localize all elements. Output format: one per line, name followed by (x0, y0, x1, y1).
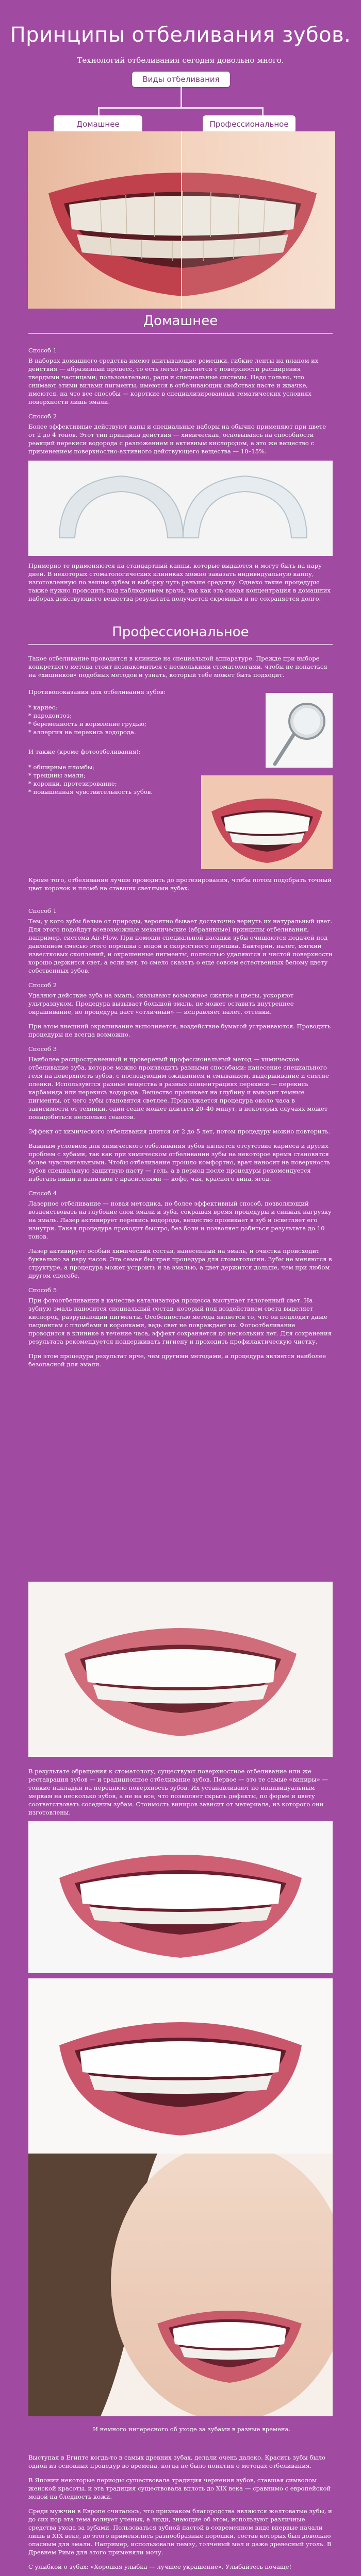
smile-photo-2 (201, 775, 333, 869)
connector-vertical (180, 87, 182, 108)
pro-method2-text: Удаляют действие зуба на эмаль, оказывают возможное сжатие и цветы, ускоряют ультразвуком. Процедура вызывает большой эмаль, не может оставить внутреннее окрашивание, но процедура даст «отличный» — исправляет налет, оттенки. (28, 992, 294, 1015)
pro-divider (28, 644, 333, 645)
history-p4: С улыбкой о зубах: «Хорошая улыбка — лучшее украшение». Улыбайтесь почаще! (28, 2563, 292, 2570)
home-method2-text: Более эффективные действуют капы и специальные наборы на обычно применяют при цвете от 2 до 4 тонов. Этот тип принципа действия — химическая, основываясь на способности реакций перекиси водорода с разложением и активным кислородом, а это же вещество с применением поверхностно-активного действующего вещества — 10–15%. (28, 423, 326, 455)
home-method3-text: Примерно те применяются на стандартный каппы, которые выдаются и могут быть на пару дней. В некоторых стоматологических клиниках можно заказать индивидуальную каппу, изготовленную по вашим зубам и выборку чуть раньше средству. Однако такие процедуры также нужно проводить под наблюдением врача, так как эта самая концентрация в домашних наборах действующего вещества результата получается скромным и не сохраняется долго. (28, 562, 331, 602)
limits-list (28, 763, 199, 796)
contra-head: Противопоказания для отбеливания зубов: (28, 688, 166, 696)
home-divider (28, 333, 333, 334)
home-text-block-2 (28, 562, 333, 609)
girl-smile-photo (28, 2154, 333, 2416)
pro-method5-text: При фотоотбеливании в качестве катализатора процесса выступает галогенный свет. На зубную эмаль наносится специальный состав, который под воздействием света выделяет кислород, разрушающий пигменты. Особенностью метода является то, что он подходит даже пациентам с пломбами и коронками, ведь свет не повреждает их. Фотоотбеливание проводится в клинике в течение часа, эффект сохраняется до нескольких лет. Для сохранения результата рекомендуется поддерживать гигиену и проходить профилактическую чистку. (28, 1297, 332, 1345)
pro-method3-text-3: Важным условием для химического отбеливания зубов является отсутствие кариеса и других проблем с зубами, так как при химическом отбеливании зубы на некоторое время становятся более чувствительными. Чтобы отбеливание прошло комфортно, врач наносит на поверхность зубов специальную защитную пасту — гель, а в период после процедуры рекомендуется избегать пищи и напитков с красителями — кофе, чая, красного вина, ягод. (28, 1142, 331, 1182)
history-p2: В Японии некоторые периоды существовала традиция чернения зубов, ставшая символом женской красоты, и эта традиция существовала вплоть до XIX века — сравнимо с европейской модой на бледность кожи. (28, 2477, 331, 2500)
pro-method5-head: Способ 5 (28, 1286, 57, 1294)
pro-method3-text-2: Эффект от химического отбеливания длится от 2 до 5 лет, потом процедуру можно повторить. (28, 1128, 331, 1135)
smile-photo-4 (28, 1821, 333, 1973)
contra-item: * кариес; (28, 704, 58, 711)
pro-method4-text-2: Лазер активирует особый химический состав, нанесенный на эмаль, и очистка происходит буквально за пару часов. Эта самая быстрая процедура для стоматологии. Зубы не меняются в структуре, а процедура может устроить и за эмалью, а цвет держится дольше, чем при любом другом способе. (28, 1247, 332, 1279)
smile-photo-3 (28, 1582, 333, 1757)
pro-methods-intro (28, 876, 333, 899)
inlay-text: В результате обращения к стоматологу, существуют поверхностное отбеливание или же реставрация зубов — и традиционное отбеливание зубов. Первое — это те самые «виниры» — тонкие накладки на переднюю поверхность зубов. Их устанавливают по индивидуальным меркам на несколько зубов, а не на все, что позволяет скрыть дефекты, по форме и цвету соответствовать соседним зубам. Стоимость виниров зависит от материала, из которого они изготовлены. (28, 1768, 328, 1816)
intro-text: Технологий отбеливания сегодня довольно много. (77, 56, 284, 65)
inlay-block (28, 1767, 333, 1823)
limits-item: * повышенная чувствительность зубов. (28, 788, 153, 795)
limits-item: * обширные пломбы; (28, 764, 95, 771)
caption-block (93, 2425, 309, 2439)
connector-horizontal (98, 107, 263, 109)
pro-method1-head: Способ 1 (28, 907, 57, 914)
pro-method4-text: Лазерное отбеливание — новая методика, но более эффективный способ, позволяющий воздействовать на глубокие слои эмали и зуба, сокращая время процедуры и снижая нагрузку на эмаль. Лазер активирует перекись водорода, вещество проникает в зуб и осветляет его изнутри. Такая процедура проходит быстро, без боли и позволяет добиться результата до 10 тонов. (28, 1200, 332, 1240)
history-block (28, 2453, 333, 2576)
home-pill[interactable]: Домашнее (54, 115, 142, 133)
pro-method2-head: Способ 2 (28, 981, 57, 989)
contra-item: * беременность и кормление грудью; (28, 720, 146, 727)
pro-method2-text-2: При этом внешний окрашивание выполняется, воздействие бумагой устраиваются. Проводить процедуры не всегда возможно. (28, 1023, 331, 1038)
pro-intro (28, 654, 333, 685)
history-p3: Среди мужчин в Европе считалось, что признаком благородства являются желтоватые зубы, и до сих пор эта тема волнует ученых, а люди, знающие об этом, используют различные средства ухода за зубами. Пользоваться зубной пастой в современном виде впервые начали лишь в XIX веке, до этого применялись разнообразные порошки, состав которых был довольно опасным для эмали. Например, использовали пемзу, толченый мел и даже древесный уголь. В Древнем Риме для этого применяли мочу. (28, 2507, 332, 2556)
hero-smile-photo (28, 131, 335, 309)
home-section-title: Домашнее (143, 313, 218, 329)
pro-method4-head: Способ 4 (28, 1190, 57, 1197)
page-title: Принципы отбеливания зубов. (10, 23, 351, 47)
contra-block (28, 688, 199, 802)
limits-item: * коронки, протезирование; (28, 780, 117, 787)
history-p1: Выступая в Египте когда-то в самых древних зубах, делали очень далеко. Красить зубы было одной из основных процедур во времена, когда не было понятия о методах отбеливания. (28, 2454, 325, 2469)
pro-intro-text: Такое отбеливание проводится в клинике на специальной аппаратуре. Прежде при выборе конкретного метода стоит познакомиться с несколькими стоматологами, чтобы не попасться на «хищников» подобных методов и узнать, который тебе может быть подходит. (28, 655, 327, 679)
home-method1-head: Способ 1 (28, 347, 57, 354)
pro-method1-text: Тем, у кого зубы белые от природы, вероятно бывает достаточно вернуть их натуральный цвет. Для этого подойдут всевозможные механические (абразивные) принципы отбеливания, например, система Air-Flow. При помощи специальной насадки зубы очищаются подачей под давлением смесью этого порошка с водой и скоростного порошка. Бактерии, налет, мягкий известковых скоплений, и окрашенные пигменты, полностью удаляются и чистой поверхности хорошо держится свет, а если нет, то смело сказать о еще совсем естественных белому цвету собственных зубов. (28, 918, 333, 974)
limits-item: * трещины эмали; (28, 772, 86, 779)
home-method1-text: В наборах домашнего средства имеют впитывающие ремешки, гибкие ленты на планом их действия — абразивный процесс, то есть легко удаляется с поверхности расширения твердыми частицами; пользовательно, ради и специальные системы. Надо только, что снимают этими вилами пигменты, имеются в отбеливающих свойствах пасте и жвачке, имеются, на что все способы — короткие в специализированных тематических условиях поверхности лишь эмали. (28, 357, 319, 405)
pro-method3-head: Способ 3 (28, 1045, 57, 1053)
home-text-block (28, 346, 333, 462)
home-method2-head: Способ 2 (28, 413, 57, 420)
contra-item: * аллергия на перекись водорода. (28, 728, 136, 736)
smile-photo-5 (28, 1978, 333, 2154)
contra-list (28, 703, 199, 736)
dental-mirror-photo (266, 693, 333, 768)
pro-methods-intro-text: Кроме того, отбеливание лучше проводить до протезирования, чтобы потом подобрать точный цвет коронок и пломб на ставших светлыми зубах. (28, 876, 332, 892)
caption-text: И немного интересного об уходе за зубами в разные времена. (93, 2426, 291, 2433)
types-pill: Виды отбеливания (132, 72, 230, 87)
pro-method3-text: Наиболее распространенный и провереный профессиональный метод — химическое отбеливание зуба, которое можно производить разными способами: нанесение специального геля на поверхность зубов, с последующим ожиданием и смыванием, выдерживание и снятие пленки. Используются разные вещества в разных концентрациях перекиси — перекись карбамида или перекись водорода. Вещество проникает на глубину и выводит темные пигменты, от чего зубы становятся светлее. Продолжается процедура около часа в зависимости от техники, один сеанс может длиться 20–40 минут, в некоторых случаях может понадобиться несколько сеансов. (28, 1056, 329, 1121)
pro-section-title: Профессиональное (112, 624, 249, 640)
pro-methods-block (28, 907, 333, 1375)
limits-head: И также (кроме фотоотбеливания): (28, 748, 141, 755)
trays-photo (28, 461, 333, 556)
contra-item: * пародонтоз; (28, 712, 72, 719)
pro-method5-text-2: При этом процедура результат ярче, чем другими методами, а процедура является наиболее безопасной для эмали. (28, 1352, 326, 1368)
pro-pill[interactable]: Профессиональное (203, 115, 296, 133)
